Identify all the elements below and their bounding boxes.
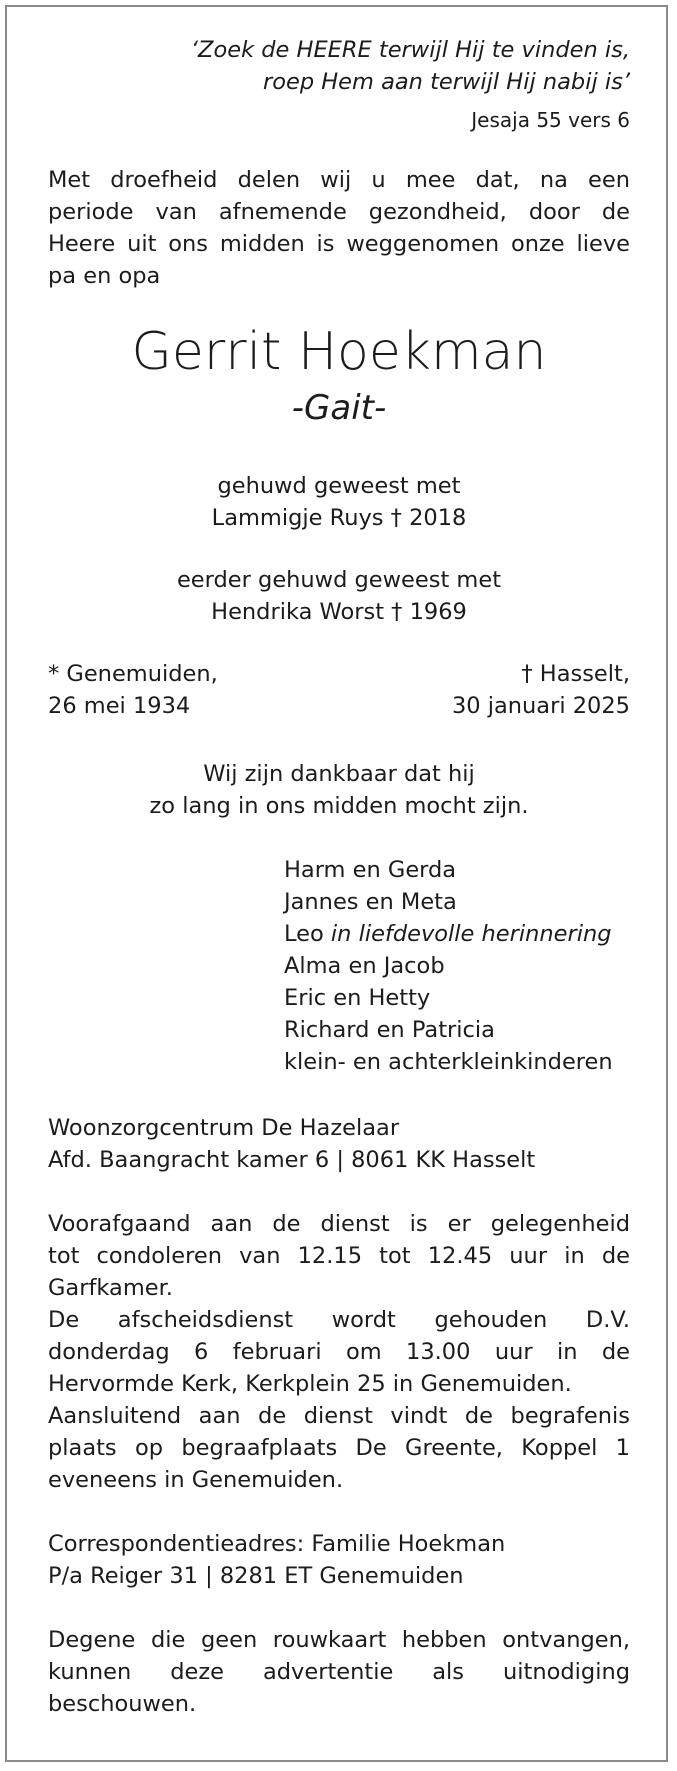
announcement-content — [48, 0, 630, 1720]
service-line: tot condoleren van 12.15 tot 12.45 uur in de — [48, 1243, 630, 1269]
family-member: Eric en Hetty — [284, 985, 431, 1011]
closing-line: kunnen deze advertentie als uitnodiging — [48, 1659, 630, 1685]
family-member-note: in liefdevolle herinnering — [330, 921, 612, 947]
bible-verse — [48, 34, 630, 98]
service-line: Hervormde Kerk, Kerkplein 25 in Genemuiden. — [48, 1371, 572, 1397]
family-member — [284, 918, 630, 950]
spouse-block — [48, 564, 630, 628]
verse-line: ‘Zoek de HEERE terwijl Hij te vinden is, — [190, 37, 630, 63]
verse-reference: Jesaja 55 vers 6 — [471, 108, 630, 132]
family-member: Alma en Jacob — [284, 953, 445, 979]
birth-place: * Genemuiden, — [48, 661, 218, 687]
family-member: klein- en achterkleinkinderen — [284, 1049, 613, 1075]
service-details — [48, 1208, 630, 1496]
closing-line: beschouwen. — [48, 1691, 197, 1717]
deceased-name: Gerrit Hoekman — [131, 322, 547, 382]
service-line: plaats op begraafplaats De Greente, Koppel 1 — [48, 1435, 630, 1461]
gratitude-line: Wij zijn dankbaar dat hij — [203, 761, 475, 787]
family-list — [284, 854, 630, 1078]
spouse-detail: Lammigje Ruys † 2018 — [211, 505, 467, 531]
deceased-nickname: -Gait- — [291, 388, 387, 428]
spouse-label: gehuwd geweest met — [217, 473, 461, 499]
correspondence-line: P/a Reiger 31 | 8281 ET Genemuiden — [48, 1563, 464, 1589]
spouse-detail: Hendrika Worst † 1969 — [211, 599, 467, 625]
service-line: De afscheidsdienst wordt gehouden D.V. — [48, 1307, 630, 1333]
service-line: eveneens in Genemuiden. — [48, 1467, 344, 1493]
family-member: Richard en Patricia — [284, 1017, 495, 1043]
gratitude-text — [48, 758, 630, 822]
service-line: Voorafgaand aan de dienst is er gelegenheid — [48, 1211, 630, 1237]
family-member: Harm en Gerda — [284, 857, 457, 883]
service-line: Garfkamer. — [48, 1275, 173, 1301]
gratitude-line: zo lang in ons midden mocht zijn. — [149, 793, 529, 819]
intro-line: periode van afnemende gezondheid, door de — [48, 199, 630, 225]
death-place: † Hasselt, — [521, 661, 630, 687]
birth-date: 26 mei 1934 — [48, 693, 191, 719]
intro-line: Met droefheid delen wij u mee dat, na een — [48, 167, 630, 193]
closing-line: Degene die geen rouwkaart hebben ontvangen, — [48, 1627, 630, 1653]
spouse-label: eerder gehuwd geweest met — [176, 567, 502, 593]
intro-line: pa en opa — [48, 263, 161, 289]
spouse-block — [48, 470, 630, 534]
correspondence-line: Correspondentieadres: Familie Hoekman — [48, 1531, 506, 1557]
intro-line: Heere uit ons midden is weggenomen onze lieve — [48, 231, 630, 257]
service-line: Aansluitend aan de dienst vindt de begrafenis — [48, 1403, 630, 1429]
birth-death-block — [48, 658, 630, 722]
service-line: donderdag 6 februari om 13.00 uur in de — [48, 1339, 630, 1365]
address-line: Afd. Baangracht kamer 6 | 8061 KK Hasselt — [48, 1147, 536, 1173]
verse-line: roep Hem aan terwijl Hij nabij is’ — [262, 69, 630, 95]
address-line: Woonzorgcentrum De Hazelaar — [48, 1115, 400, 1141]
family-member-name: Leo — [284, 921, 324, 947]
intro-paragraph — [48, 164, 630, 292]
correspondence-address — [48, 1528, 630, 1592]
residence-address — [48, 1112, 630, 1176]
family-member: Jannes en Meta — [284, 889, 457, 915]
death-date: 30 januari 2025 — [451, 693, 630, 719]
closing-note — [48, 1624, 630, 1720]
